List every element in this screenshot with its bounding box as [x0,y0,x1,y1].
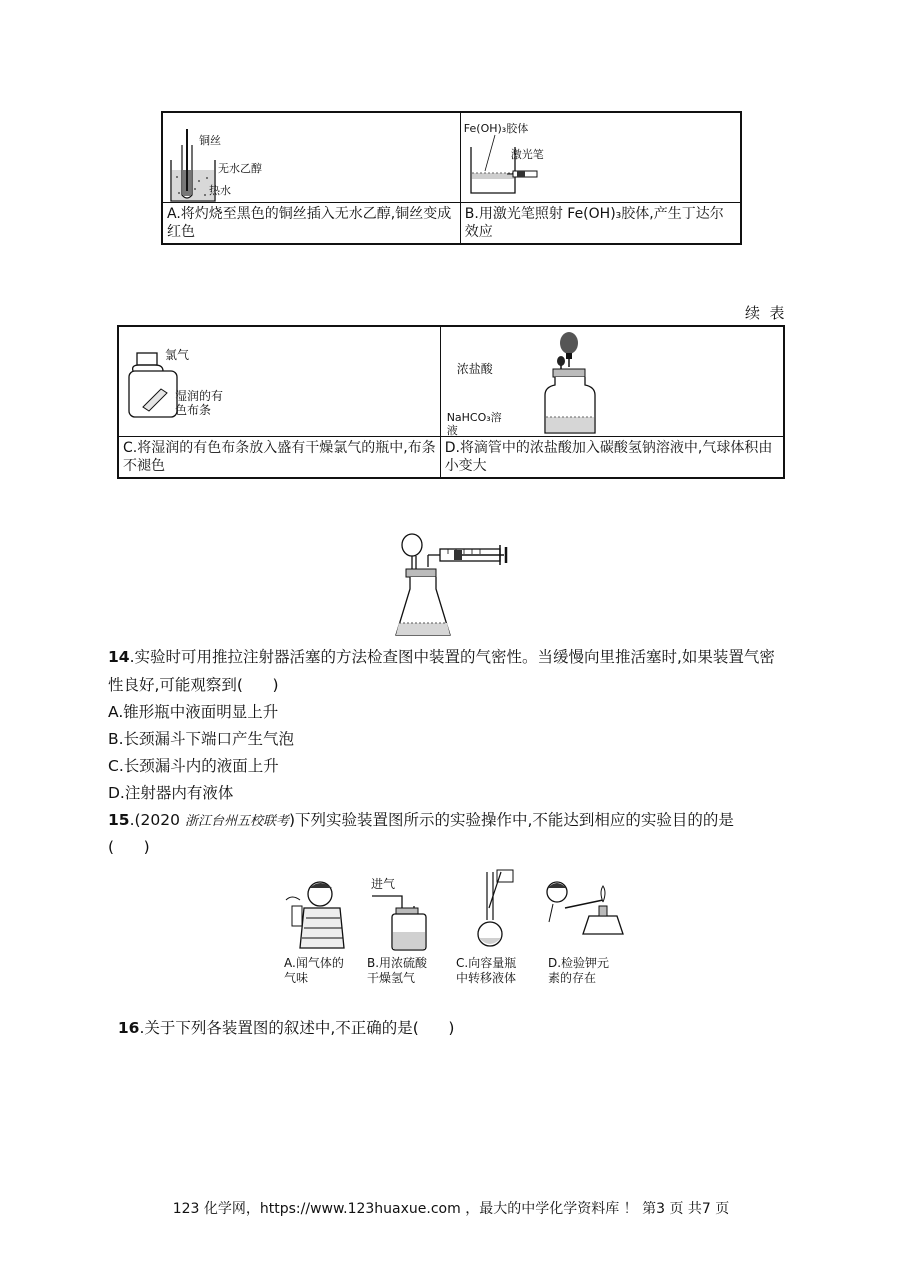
q16-number: 16 [117,1019,140,1037]
continued-label: 续 表 [745,304,785,322]
label-copper-wire: 铜丝 [199,134,221,147]
figure-cell-d [440,326,784,436]
experiment-table-1 [161,111,742,245]
figure-cell-a [162,112,460,202]
label-chlorine: 氯气 [165,348,190,362]
q16-stem-text: .关于下列各装置图的叙述中,不正确的是( ) [139,1019,455,1037]
q14-stem-text: .实验时可用推拉注射器活塞的方法检查图中装置的气密性。当缓慢向里推活塞时,如果装置气密 [129,648,775,666]
q15-caption-a: A.闻气体的气味 [284,956,344,985]
caption-a: A.将灼烧至黑色的铜丝插入无水乙醇,铜丝变成红色 [162,202,460,244]
caption-b: B.用激光笔照射 Fe(OH)₃胶体,产生丁达尔效应 [460,202,741,244]
figure-cell-c [118,326,440,436]
q15-stem-line1 [108,808,734,830]
q14-option-a: A.锥形瓶中液面明显上升 [108,703,279,721]
label-colloid: Fe(OH)₃胶体 [463,122,529,135]
q15-caption-d: D.检验钾元素的存在 [548,956,610,985]
dropper-balloon-figure [491,329,621,437]
q14-number: 14 [108,648,130,666]
q14-stem-line2: 性良好,可能观察到( ) [108,676,279,694]
q14-option-d: D.注射器内有液体 [108,784,234,802]
figure-cell-b [460,112,741,202]
volumetric-flask-figure [467,868,517,948]
q15-caption-c: C.向容量瓶中转移液体 [456,956,517,985]
drying-bottle-figure [368,884,428,954]
q14-option-b: B.长颈漏斗下端口产生气泡 [108,730,295,748]
q15-caption-b: B.用浓硫酸干燥氢气 [367,956,428,985]
label-ethanol: 无水乙醇 [218,162,262,175]
q16-stem [108,998,454,1038]
q14-option-c: C.长颈漏斗内的液面上升 [108,757,279,775]
q15-source: 浙江台州五校联考 [184,814,289,829]
inlet-label: 进气 [371,877,396,891]
q15-stem-text: )下列实验装置图所示的实验操作中,不能达到相应的实验目的的是 [288,811,734,829]
q15-stem-line2: ( ) [108,838,150,856]
caption-d: D.将滴管中的浓盐酸加入碳酸氢钠溶液中,气球体积由小变大 [440,436,784,478]
flame-test-figure [545,878,625,950]
label-conc-hcl: 浓盐酸 [456,362,493,376]
smell-gas-figure [282,878,352,950]
caption-c: C.将湿润的有色布条放入盛有干燥氯气的瓶中,布条不褪色 [118,436,440,478]
experiment-table-2 [117,325,785,479]
q15-source-open: .(2020 [129,811,185,829]
label-wet-cloth: 湿润的有色布条 [175,389,224,417]
q14-stem-line1 [108,645,775,667]
label-nahco3: NaHCO₃溶液 [446,411,502,437]
label-hot-water: 热水 [209,184,231,197]
q15-number: 15 [108,811,130,829]
label-laser-pen: 激光笔 [510,148,544,161]
syringe-flask-figure [392,527,517,642]
page-footer: 123 化学网，https://www.123huaxue.com ，最大的中学化学资料库 ！ 第3 页 共7 页 [172,1201,730,1217]
